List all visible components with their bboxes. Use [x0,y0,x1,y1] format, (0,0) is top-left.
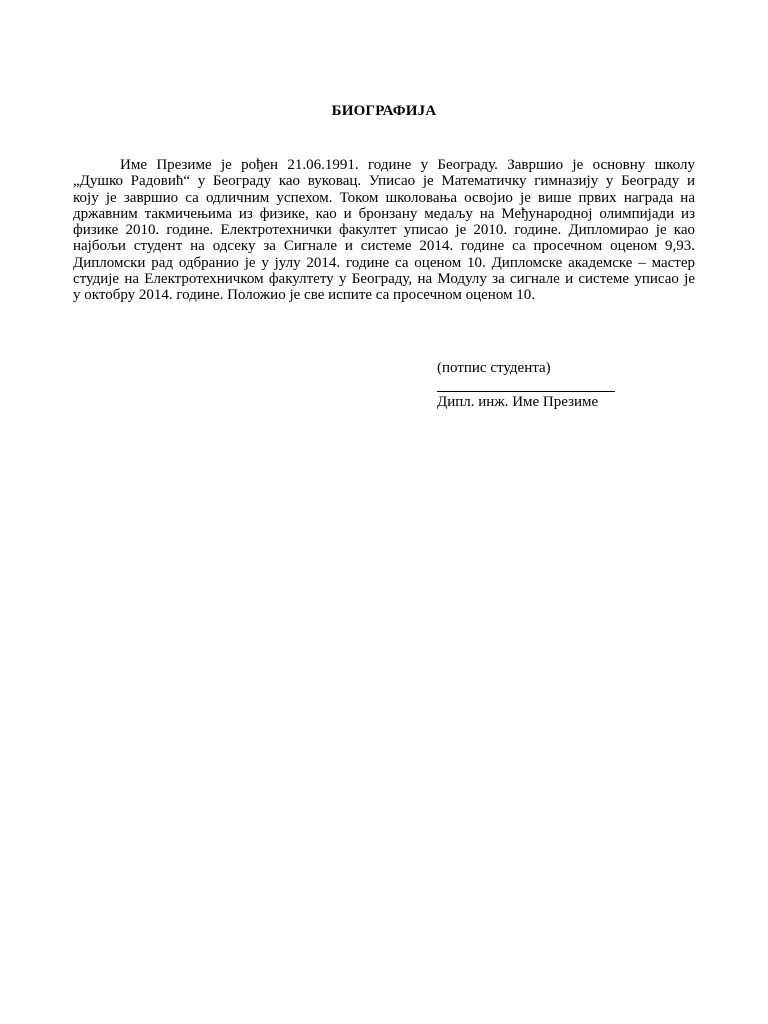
paragraph-line: најбољи студент на одсеку за Сигнале и системе 2014. године са просечном оценом 9,93. [73,238,695,255]
paragraph-line: Дипломски рад одбранио је у јулу 2014. године са оценом 10. Дипломске академске – мастер [73,254,695,271]
biography-paragraph [73,157,695,304]
paragraph-line: у октобру 2014. године. Положио је све испите са просечном оценом 10. [73,287,536,304]
paragraph-line: државним такмичењима из физике, као и бронзану медаљу на Међународној олимпијади из [73,205,695,222]
signature-label: (потпис студента) [437,360,551,376]
paragraph-line: физике 2010. године. Електротехнички факултет уписао је 2010. године. Дипломирао је као [73,222,695,239]
paragraph-line: студије на Електротехничком факултету у Београду, на Модулу за сигнале и системе уписао је [73,271,695,288]
signature-block [437,359,637,411]
paragraph-line: Име Презиме је рођен 21.06.1991. године у Београду. Завршио је основну школу [120,157,695,173]
paragraph-line: коју је завршио са одличним успехом. Током школовања освојио је више првих награда на [73,189,695,206]
page-title: БИОГРАФИЈА [331,103,437,119]
signature-line [437,391,615,392]
paragraph-line: „Душко Радовић“ у Београду као вуковац. Уписао је Математичку гимназију у Београду и [73,173,695,190]
signatory-name: Дипл. инж. Име Презиме [437,394,599,410]
